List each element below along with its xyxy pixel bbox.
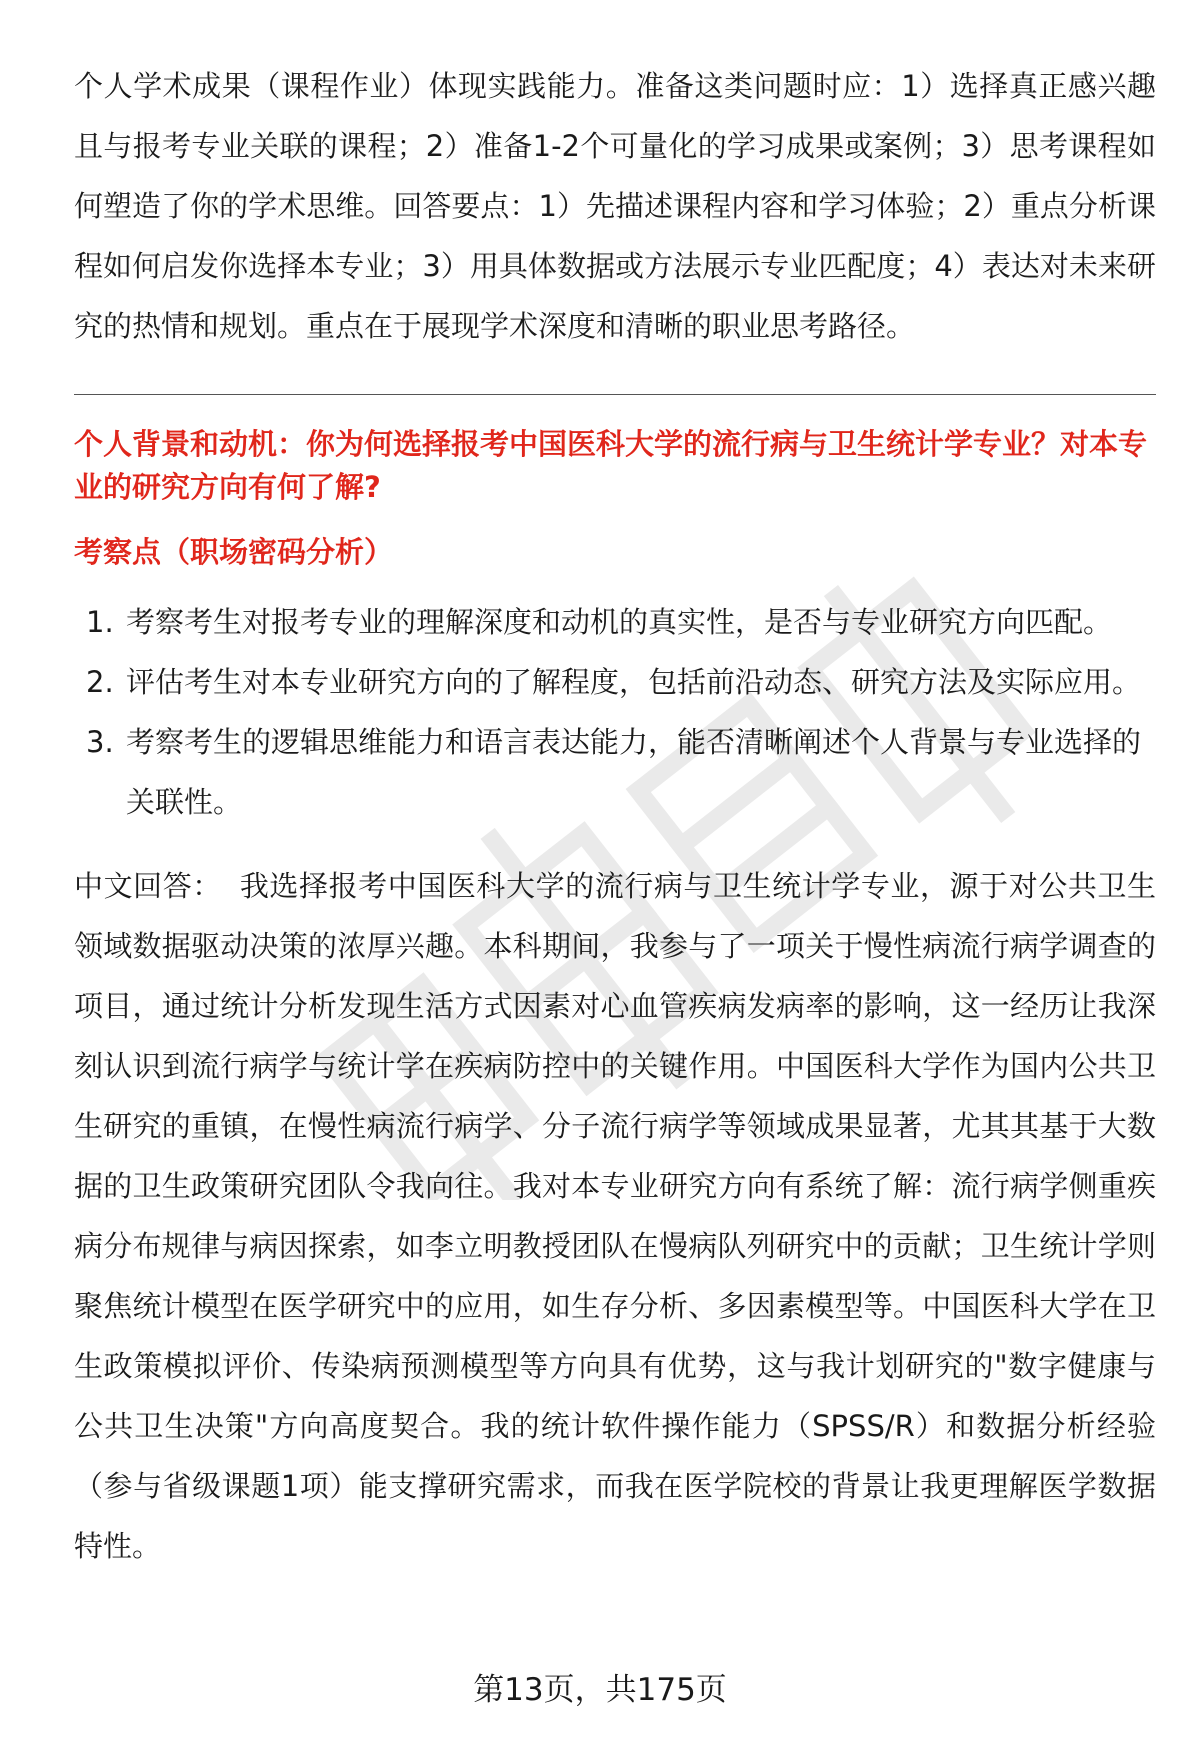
- list-item-text: 考察考生对报考专业的理解深度和动机的真实性，是否与专业研究方向匹配。: [126, 605, 1113, 639]
- list-item-text: 评估考生对本专业研究方向的了解程度，包括前沿动态、研究方法及实际应用。: [126, 665, 1142, 699]
- list-item-number: 2.: [86, 665, 114, 699]
- question-heading: 个人背景和动机：你为何选择报考中国医科大学的流行病与卫生统计学专业？对本专业的研究方向有何了解?: [74, 427, 1148, 504]
- analysis-points-list: [74, 592, 1156, 832]
- list-item-number: 1.: [86, 605, 114, 639]
- answer-label: 中文回答：: [74, 869, 222, 903]
- answer-paragraph: [74, 856, 1156, 1576]
- list-item: [74, 712, 1156, 832]
- document-page: [74, 56, 1156, 1576]
- answer-text: 我选择报考中国医科大学的流行病与卫生统计学专业，源于对公共卫生领域数据驱动决策的浓厚兴趣。本科期间，我参与了一项关于慢性病流行病学调查的项目，通过统计分析发现生活方式因素对心血管疾病发病率的影响，这一经历让我深刻认识到流行病学与统计学在疾病防控中的关键作用。中国医科大学作为国内公共卫生研究的重镇，在慢性病流行病学、分子流行病学等领域成果显著，尤其其基于大数据的卫生政策研究团队令我向往。我对本专业研究方向有系统了解：流行病学侧重疾病分布规律与病因探索，如李立明教授团队在慢病队列研究中的贡献；卫生统计学则聚焦统计模型在医学研究中的应用，如生存分析、多因素模型等。中国医科大学在卫生政策模拟评价、传染病预测模型等方向具有优势，这与我计划研究的"数字健康与公共卫生决策"方向高度契合。我的统计软件操作能力（SPSS/R）和数据分析经验（参与省级课题1项）能支撑研究需求，而我在医学院校的背景让我更理解医学数据特性。: [74, 869, 1156, 1563]
- list-item-number: 3.: [86, 725, 114, 759]
- analysis-heading: 考察点（职场密码分析）: [74, 535, 394, 569]
- list-item-text: 考察考生的逻辑思维能力和语言表达能力，能否清晰阐述个人背景与专业选择的关联性。: [126, 725, 1142, 819]
- list-item: [74, 652, 1156, 712]
- intro-paragraph: 个人学术成果（课程作业）体现实践能力。准备这类问题时应：1）选择真正感兴趣且与报考专业关联的课程；2）准备1-2个可量化的学习成果或案例；3）思考课程如何塑造了你的学术思维。回答要点：1）先描述课程内容和学习体验；2）重点分析课程如何启发你选择本专业；3）用具体数据或方法展示专业匹配度；4）表达对未来研究的热情和规划。重点在于展现学术深度和清晰的职业思考路径。: [74, 69, 1156, 343]
- section-divider: [74, 394, 1156, 395]
- page-number-footer: 第13页，共175页: [473, 1672, 727, 1708]
- list-item: [74, 592, 1156, 652]
